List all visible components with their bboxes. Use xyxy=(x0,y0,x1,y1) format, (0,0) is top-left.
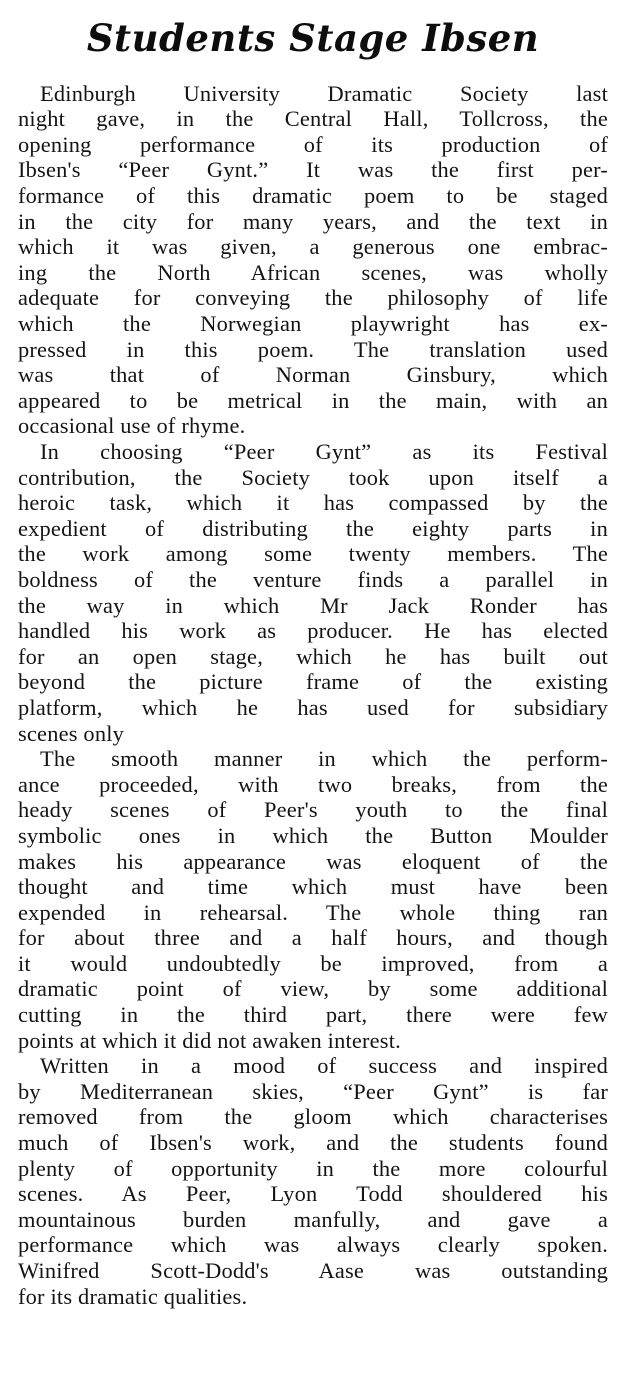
text-line: appeared to be metrical in the main, with an xyxy=(18,387,608,413)
text-line: the way in which Mr Jack Ronder has xyxy=(18,592,608,618)
text-line: formance of this dramatic poem to be staged xyxy=(18,183,608,209)
text-line: scenes only xyxy=(18,720,125,746)
text-line: The smooth manner in which the perform- xyxy=(40,746,608,772)
text-line: adequate for conveying the philosophy of life xyxy=(18,285,608,311)
text-line: opening performance of its production of xyxy=(18,131,608,157)
article-paragraph xyxy=(18,746,608,1053)
text-line: plenty of opportunity in the more colourful xyxy=(18,1155,608,1181)
text-line: pressed in this poem. The translation used xyxy=(18,336,608,362)
text-line: beyond the picture frame of the existing xyxy=(18,669,608,695)
text-line: the work among some twenty members. The xyxy=(18,541,608,567)
text-line: for an open stage, which he has built out xyxy=(18,643,608,669)
text-line: which the Norwegian playwright has ex- xyxy=(18,311,608,337)
text-line: mountainous burden manfully, and gave a xyxy=(18,1206,608,1232)
text-line: boldness of the venture finds a parallel in xyxy=(18,566,608,592)
text-line: occasional use of rhyme. xyxy=(18,413,246,439)
text-line: Edinburgh University Dramatic Society last xyxy=(40,80,608,106)
headline: Students Stage Ibsen xyxy=(86,16,540,60)
text-line: night gave, in the Central Hall, Tollcross, the xyxy=(18,106,608,132)
text-line: removed from the gloom which characterises xyxy=(18,1104,608,1130)
text-line: for about three and a half hours, and though xyxy=(18,925,608,951)
text-line: symbolic ones in which the Button Moulder xyxy=(18,822,608,848)
text-line: for its dramatic qualities. xyxy=(18,1283,248,1309)
text-line: by Mediterranean skies, “Peer Gynt” is far xyxy=(18,1078,608,1104)
text-line: cutting in the third part, there were few xyxy=(18,1002,608,1028)
text-line: thought and time which must have been xyxy=(18,874,608,900)
text-line: much of Ibsen's work, and the students found xyxy=(18,1130,608,1156)
text-line: heroic task, which it has compassed by the xyxy=(18,490,608,516)
text-line: it would undoubtedly be improved, from a xyxy=(18,950,608,976)
text-line: expended in rehearsal. The whole thing ran xyxy=(18,899,608,925)
text-line: performance which was always clearly spoken. xyxy=(18,1232,608,1258)
text-line: dramatic point of view, by some additional xyxy=(18,976,608,1002)
article-paragraph xyxy=(18,81,608,439)
text-line: which it was given, a generous one embrac- xyxy=(18,234,608,260)
newspaper-clipping xyxy=(18,18,608,1309)
text-line: Written in a mood of success and inspired xyxy=(40,1053,608,1079)
text-line: in the city for many years, and the text in xyxy=(18,208,608,234)
text-line: platform, which he has used for subsidiary xyxy=(18,694,608,720)
text-line: handled his work as producer. He has elected xyxy=(18,618,608,644)
text-line: Winifred Scott-Dodd's Aase was outstanding xyxy=(18,1258,608,1283)
text-line: makes his appearance was eloquent of the xyxy=(18,848,608,874)
text-line: expedient of distributing the eighty parts in xyxy=(18,515,608,541)
text-line: ance proceeded, with two breaks, from the xyxy=(18,771,608,797)
text-line: Ibsen's “Peer Gynt.” It was the first per- xyxy=(18,157,608,183)
text-line: heady scenes of Peer's youth to the final xyxy=(18,797,608,823)
article-paragraph xyxy=(18,439,608,746)
article-paragraph xyxy=(18,1053,608,1309)
article-body xyxy=(18,81,608,1310)
text-line: scenes. As Peer, Lyon Todd shouldered his xyxy=(18,1181,608,1207)
text-line: points at which it did not awaken interest. xyxy=(18,1027,401,1053)
text-line: In choosing “Peer Gynt” as its Festival xyxy=(40,439,608,464)
text-line: contribution, the Society took upon itself a xyxy=(18,464,608,490)
text-line: was that of Norman Ginsbury, which xyxy=(18,362,608,388)
text-line: ing the North African scenes, was wholly xyxy=(18,259,608,285)
